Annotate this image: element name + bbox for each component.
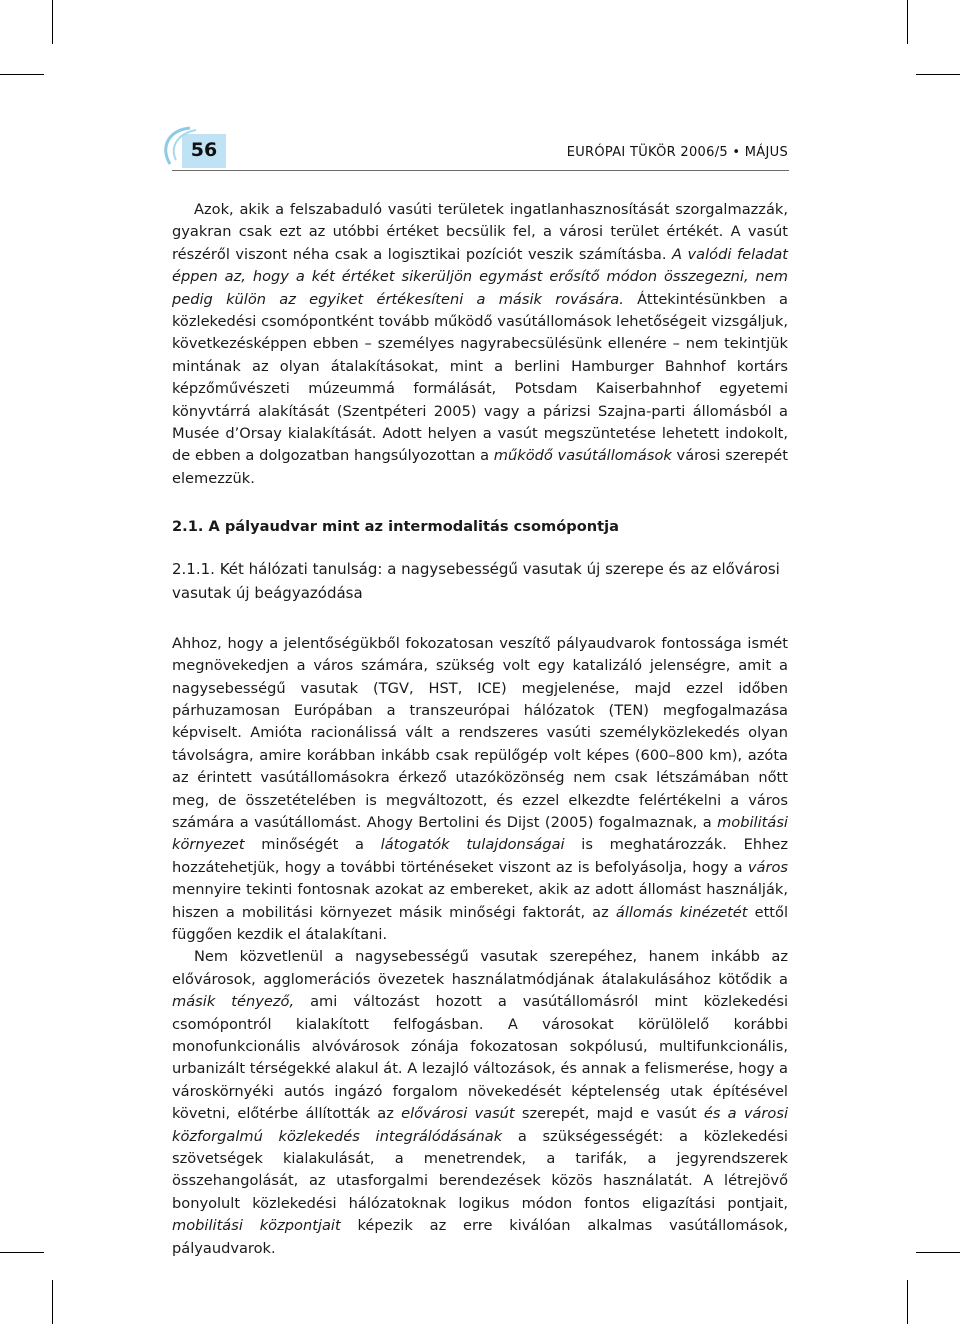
header-rule (172, 170, 789, 171)
crop-mark-right-top (916, 74, 960, 75)
page-number-badge (160, 126, 230, 174)
paragraph-2: Ahhoz, hogy a jelentőségükből fokozatosan veszítő pályaudvarok fontossága ismét megnövekedjen a város számára, szükség volt egy katalizáló jelenségre, amit a nagysebességű vasutak (TGV, HST, ICE) megjelenése, majd ezzel időben párhuzamosan Európában a transzeurópai hálózatok (TEN) megfogalmazása képviselt. Amióta racionálissá vált a rendszeres vasúti személyközlekedés olyan távolságra, amire korábban inkább csak repülőgép volt képes (600–800 km), azóta az érintett vasútállomásokra érkező utazóközönség nem csak létszámában nőtt meg, de összetételében is megváltozott, és ezzel elkezdte felértékelni a város számára a vasútállomást. Ahogy Bertolini és Dijst (2005) fogalmaznak, a mobilitási környezet minőségét a látogatók tulajdonságai is meghatározzák. Ehhez hozzátehetjük, hogy a további történéseket viszont az is befolyásolja, hogy a város mennyire tekinti fontosnak azokat az embereket, akik az adott állomást használják, hiszen a mobilitási környezet másik minőségi faktorát, az állomás kinézetét ettől függően kezdik el átalakítani. (172, 634, 789, 943)
crop-mark-bottom-left (52, 1280, 53, 1324)
crop-mark-top-right (907, 0, 908, 44)
crop-mark-top-left (52, 0, 53, 44)
paragraph-3: Nem közvetlenül a nagysebességű vasutak szerepéhez, hanem inkább az elővárosok, agglomerációs övezetek használatmódjának átalakulásához kötődik a másik tényező, ami változást hozott a vasútállomásról mint közlekedési csomópontról kialakított felfogásban. A városokat körülölelő korábbi monofunkcionális alvóvárosok zónája fokozatosan sokpólusú, multifunkcionális, urbanizált térségekké alakul át. A lezajló változások, és annak a felismerése, hogy a városkörnyéki autós ingázó forgalom növekedését képtelenség utak építésével követni, előtérbe állították az elővárosi vasút szerepét, majd e vasút és a városi közforgalmú közlekedés integrálódásának a szükségességét: a közlekedési szövetségek kialakulását, a menetrendek, a tarifák, a jegyrendszerek összehangolását, az utasforgalmi berendezések közös használatát. A létrejövő bonyolult közlekedési hálózatoknak logikus módon fontos eligazítási pontjait, mobilitási központjait képezik az erre kiválóan alkalmas vasútállomások, pályaudvarok. (172, 948, 789, 1257)
paragraph-1: Azok, akik a felszabaduló vasúti területek ingatlanhasznosítását szorgalmazzák, gyakran csak ezt az utóbbi értéket becsülik fel, a városi terület értékét. A vasút részéről viszont néha csak a logisztikai pozíciót veszik számításba. A valódi feladat éppen az, hogy a két értéket sikerüljön egymást erősítő módon összegezni, nem pedig külön az egyiket értékesíteni a másik rovására. Áttekintésünkben a közlekedési csomópontként tovább működő vasútállomások lehetőségeit vizsgáljuk, következésképpen ebben – személyes nagyrabecsülésünk ellenére – nem tekintjük mintának az olyan átalakításokat, mint a berlini Hamburger Bahnhof kortárs képzőművészeti múzeummá formálását, Potsdam Kaiserbahnhof egyetemi könyvtárrá alakítását (Szentpéteri 2005) vagy a párizsi Szajna-parti állomásból a Musée d’Orsay kialakítását. Adott helyen a vasút megszüntetése lehetett indokolt, de ebben a dolgozatban hangsúlyozottan a működő vasútállomások városi szerepét elemezzük. (172, 201, 789, 487)
crop-mark-bottom-right (907, 1280, 908, 1324)
crop-mark-right-bottom (916, 1252, 960, 1253)
section-heading: 2.1. A pályaudvar mint az intermodalitás csomópontja (172, 518, 619, 536)
crop-mark-left-top (0, 74, 44, 75)
crop-mark-left-bottom (0, 1252, 44, 1253)
article-body (172, 199, 788, 1260)
subsection-heading: 2.1.1. Két hálózati tanulság: a nagysebességű vasutak új szerepe és az elővárosi vasutak új beágyazódása (172, 559, 780, 602)
running-head: EURÓPAI TÜKÖR 2006/5 • MÁJUS (566, 145, 788, 160)
page-number: 56 (190, 139, 218, 161)
